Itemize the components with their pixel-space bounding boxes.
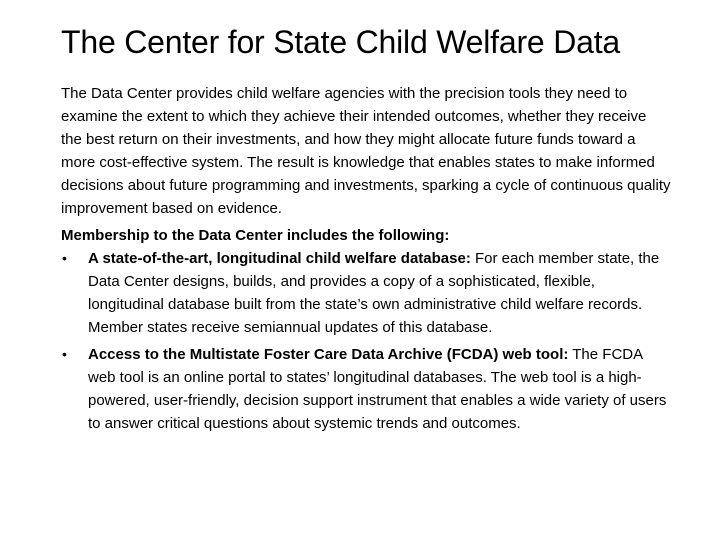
- list-item-fcda: [61, 343, 671, 435]
- bullet-icon: •: [62, 250, 67, 266]
- page-title: The Center for State Child Welfare Data: [61, 24, 620, 60]
- bullet-description: For each member state, the Data Center designs, builds, and provides a copy of a sophisticated, flexible, longitudinal database built from the state’s own administrative child welfare records. Member states receive semiannual updates of this database.: [88, 250, 660, 336]
- list-item-database: [61, 247, 671, 339]
- membership-heading: Membership to the Data Center includes the following:: [61, 227, 450, 244]
- intro-paragraph: The Data Center provides child welfare agencies with the precision tools they need to examine the extent to which they achieve their intended outcomes, whether they receive the best return on their investments, and how they might allocate future funds toward a more cost-effective system. The result is knowledge that enables states to make informed decisions about future programming and investments, sparking a cycle of continuous quality improvement based on evidence.: [61, 85, 671, 217]
- bullet-icon: •: [62, 346, 67, 362]
- bullet-description: The FCDA web tool is an online portal to states’ longitudinal databases. The web tool is a high-powered, user-friendly, decision support instrument that enables a wide variety of users to answer critical questions about systemic trends and outcomes.: [88, 346, 667, 432]
- bullet-term: Access to the Multistate Foster Care Data Archive (FCDA) web tool:: [88, 346, 569, 363]
- body-content: [61, 82, 671, 435]
- bullet-term: A state-of-the-art, longitudinal child welfare database:: [88, 250, 471, 267]
- membership-list: [61, 247, 671, 435]
